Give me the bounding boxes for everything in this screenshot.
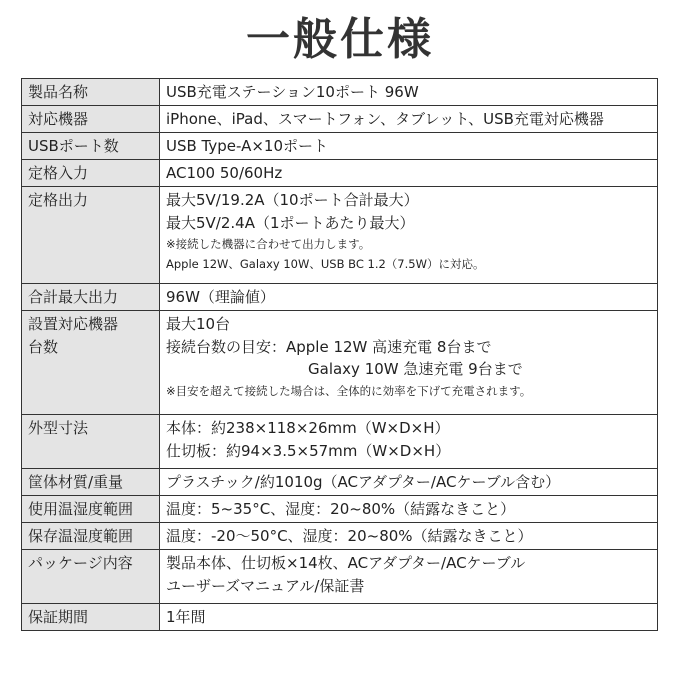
page-title: 一般仕様 — [246, 14, 434, 65]
row-label: 定格出力 — [22, 187, 160, 284]
row-label: 製品名称 — [22, 79, 160, 106]
row-value: 最大5V/19.2A（10ポート合計最大） 最大5V/2.4A（1ポートあたり最大） ※接続した機器に合わせて出力します。 Apple 12W、Galaxy 10W、USB BC 1.2（7.5W）に対応。 — [160, 187, 658, 284]
row-label: 保証期間 — [22, 604, 160, 631]
note: ※接続した機器に合わせて出力します。 — [166, 237, 371, 251]
table-row — [22, 187, 658, 284]
table-row — [22, 79, 658, 106]
row-value: 96W（理論値） — [160, 284, 658, 311]
table-row — [22, 550, 658, 604]
table-row — [22, 415, 658, 469]
table-row — [22, 311, 658, 415]
table-row — [22, 496, 658, 523]
spec-table — [21, 78, 658, 631]
row-value: USB充電ステーション10ポート 96W — [160, 79, 658, 106]
table-row — [22, 284, 658, 311]
table-row — [22, 604, 658, 631]
row-value: AC100 50/60Hz — [160, 160, 658, 187]
table-row — [22, 133, 658, 160]
row-label: 外型寸法 — [22, 415, 160, 469]
row-value: 温度：-20〜50°C、湿度：20~80%（結露なきこと） — [160, 523, 658, 550]
row-value: 温度：5~35°C、湿度：20~80%（結露なきこと） — [160, 496, 658, 523]
row-value: プラスチック/約1010g（ACアダプター/ACケーブル含む） — [160, 469, 658, 496]
row-value: 1年間 — [160, 604, 658, 631]
table-row — [22, 469, 658, 496]
row-label: 対応機器 — [22, 106, 160, 133]
row-value: 本体：約238×118×26mm（W×D×H） 仕切板：約94×3.5×57mm（W×D×H） — [160, 415, 658, 469]
row-label: 定格入力 — [22, 160, 160, 187]
row-label: 筐体材質/重量 — [22, 469, 160, 496]
note: ※目安を超えて接続した場合は、全体的に効率を下げて充電されます。 — [166, 383, 532, 398]
note: Apple 12W、Galaxy 10W、USB BC 1.2（7.5W）に対応。 — [166, 257, 485, 271]
row-label: USBポート数 — [22, 133, 160, 160]
row-value: 最大10台 接続台数の目安：Apple 12W 高速充電 8台まで Galaxy 10W 急速充電 9台まで ※目安を超えて接続した場合は、全体的に効率を下げて充電されます。 — [160, 311, 658, 415]
row-value: 製品本体、仕切板×14枚、ACアダプター/ACケーブル ユーザーズマニュアル/保証書 — [160, 550, 658, 604]
row-label: 設置対応機器 台数 — [22, 311, 160, 415]
table-row — [22, 523, 658, 550]
row-label: 合計最大出力 — [22, 284, 160, 311]
row-value: iPhone、iPad、スマートフォン、タブレット、USB充電対応機器 — [160, 106, 658, 133]
row-label: 保存温湿度範囲 — [22, 523, 160, 550]
row-label: パッケージ内容 — [22, 550, 160, 604]
table-row — [22, 160, 658, 187]
row-value: USB Type-A×10ポート — [160, 133, 658, 160]
row-label: 使用温湿度範囲 — [22, 496, 160, 523]
table-row — [22, 106, 658, 133]
